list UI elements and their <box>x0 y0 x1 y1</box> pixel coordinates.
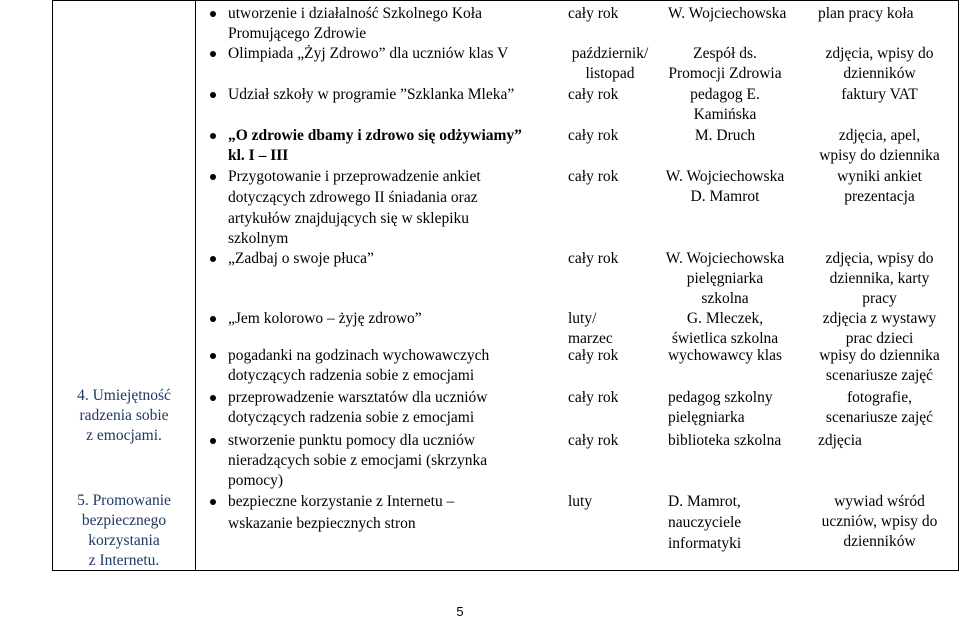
term-text: cały rok <box>568 168 619 185</box>
evaluation-text: wpisy do dziennika <box>819 347 940 364</box>
responsible-text: pedagog szkolny <box>668 389 773 406</box>
responsible-text: W. Wojciechowska <box>668 5 787 22</box>
task-text: dotyczących radzenia sobie z emocjami <box>228 409 475 426</box>
responsible-text: Kamińska <box>693 106 757 123</box>
task-text: Przygotowanie i przeprowadzenie ankiet <box>228 168 481 185</box>
term-text: cały rok <box>568 86 619 103</box>
responsible-text: świetlica szkolna <box>671 330 779 347</box>
term-text: listopad <box>585 65 635 82</box>
bullet-icon <box>210 316 216 322</box>
evaluation-text: dzienników <box>843 533 916 550</box>
responsible-text: szkolna <box>701 290 749 307</box>
evaluation-text: wyniki ankiet <box>837 168 922 185</box>
bullet-icon <box>210 51 216 57</box>
evaluation-text: zdjęcia, apel, <box>838 127 921 144</box>
section-4-line: 4. Umiejętność <box>77 387 171 404</box>
task-text: utworzenie i działalność Szkolnego Koła <box>228 5 482 22</box>
task-text: stworzenie punktu pomocy dla uczniów <box>228 432 476 449</box>
task-text: artykułów znajdujących się w sklepiku <box>228 210 470 227</box>
evaluation-text: fotografie, <box>847 389 912 406</box>
task-text: pomocy) <box>228 472 284 489</box>
bullet-icon <box>210 133 216 139</box>
responsible-text: Promocji Zdrowia <box>668 65 782 82</box>
section-5-line: bezpiecznego <box>81 512 167 529</box>
evaluation-text: wywiad wśród <box>834 493 925 510</box>
term-text: cały rok <box>568 389 619 406</box>
evaluation-text: pracy <box>862 290 897 307</box>
bullet-icon <box>210 395 216 401</box>
term-text: cały rok <box>568 5 619 22</box>
responsible-text: Zespół ds. <box>693 45 757 62</box>
bullet-icon <box>210 353 216 359</box>
evaluation-text: zdjęcia, wpisy do <box>825 250 934 267</box>
bullet-icon <box>210 499 216 505</box>
term-text: cały rok <box>568 347 619 364</box>
evaluation-text: faktury VAT <box>841 86 918 103</box>
term-text: luty/ <box>568 310 597 327</box>
responsible-text: biblioteka szkolna <box>668 432 782 449</box>
responsible-text: nauczyciele <box>668 514 742 531</box>
evaluation-text: zdjęcia <box>818 432 862 449</box>
responsible-text: pielęgniarka <box>668 409 745 426</box>
evaluation-text: scenariusze zajęć <box>825 409 934 426</box>
responsible-text: pedagog E. <box>690 86 760 103</box>
section-4-line: z emocjami. <box>86 427 162 444</box>
bullet-icon <box>210 11 216 17</box>
evaluation-text: plan pracy koła <box>818 5 914 22</box>
term-text: luty <box>568 493 593 510</box>
task-text: dotyczących radzenia sobie z emocjami <box>228 367 475 384</box>
task-text: nieradzących sobie z emocjami (skrzynka <box>228 452 488 469</box>
responsible-text: W. Wojciechowska <box>665 250 785 267</box>
task-text: Promującego Zdrowie <box>228 25 367 42</box>
task-text: „Jem kolorowo – żyję zdrowo” <box>228 310 422 327</box>
bullet-icon <box>210 174 216 180</box>
section-5-line: korzystania <box>88 532 160 549</box>
evaluation-text: dzienników <box>843 65 916 82</box>
task-text: bezpieczne korzystanie z Internetu – <box>228 493 455 510</box>
task-text: kl. I – III <box>228 147 289 164</box>
term-text: cały rok <box>568 432 619 449</box>
section-5-line: z Internetu. <box>88 552 160 569</box>
evaluation-text: wpisy do dziennika <box>819 147 940 164</box>
column-divider <box>195 0 196 571</box>
responsible-text: D. Mamrot, <box>668 493 741 510</box>
evaluation-text: uczniów, wpisy do <box>821 513 938 530</box>
responsible-text: informatyki <box>668 535 742 552</box>
term-text: marzec <box>568 330 613 347</box>
task-text: szkolnym <box>228 230 289 247</box>
evaluation-text: dziennika, karty <box>829 270 930 287</box>
responsible-text: pielęgniarka <box>686 270 764 287</box>
task-text: przeprowadzenie warsztatów dla uczniów <box>228 389 488 406</box>
evaluation-text: prezentacja <box>844 188 915 205</box>
evaluation-text: zdjęcia z wystawy <box>822 310 937 327</box>
responsible-text: W. Wojciechowska <box>665 168 785 185</box>
task-text: Olimpiada „Żyj Zdrowo” dla uczniów klas V <box>228 45 509 62</box>
task-text: „Zadbaj o swoje płuca” <box>228 250 374 267</box>
responsible-text: M. Druch <box>694 127 756 144</box>
task-text: „O zdrowie dbamy i zdrowo się odżywiamy” <box>228 127 522 144</box>
task-text: wskazanie bezpiecznych stron <box>228 515 416 532</box>
page-number: 5 <box>456 604 464 619</box>
table-left-border <box>52 0 53 571</box>
task-text: Udział szkoły w programie ”Szklanka Mleka” <box>228 86 515 103</box>
task-text: pogadanki na godzinach wychowawczych <box>228 347 490 364</box>
term-text: październik/ <box>571 45 649 62</box>
term-text: cały rok <box>568 127 619 144</box>
section-4-line: radzenia sobie <box>79 407 169 424</box>
responsible-text: wychowawcy klas <box>667 347 783 364</box>
evaluation-text: zdjęcia, wpisy do <box>825 45 934 62</box>
responsible-text: D. Mamrot <box>690 188 760 205</box>
term-text: cały rok <box>568 250 619 267</box>
bullet-icon <box>210 438 216 444</box>
responsible-text: G. Mleczek, <box>686 310 764 327</box>
evaluation-text: scenariusze zajęć <box>825 367 934 384</box>
bullet-icon <box>210 92 216 98</box>
table-top-border <box>52 0 959 1</box>
section-5-line: 5. Promowanie <box>77 492 171 509</box>
task-text: dotyczących zdrowego II śniadania oraz <box>228 189 478 206</box>
bullet-icon <box>210 256 216 262</box>
evaluation-text: prac dzieci <box>845 330 914 347</box>
